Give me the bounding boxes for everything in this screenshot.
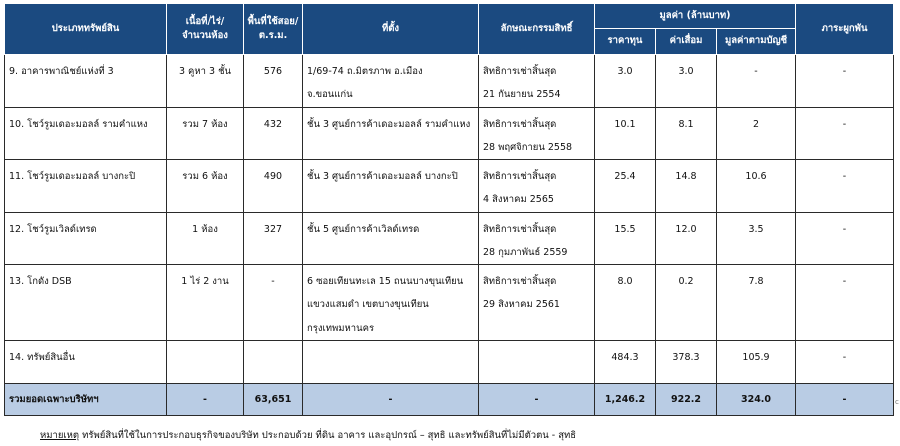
cell-depreciation: 8.1 — [656, 107, 717, 160]
cell-asset-type: 10. โชว์รูมเดอะมอลล์ รามคำแหง — [5, 107, 167, 160]
cell-ownership-line: สิทธิการเช่าสิ้นสุด — [483, 276, 557, 288]
header-value-group: มูลค่า (ล้านบาท) — [595, 4, 796, 29]
cell-encumbrance: - — [796, 340, 894, 383]
cell-ownership — [479, 107, 595, 160]
cell-cost: 15.5 — [595, 212, 656, 265]
cell-depreciation: 14.8 — [656, 160, 717, 213]
cell-book-value: 7.8 — [717, 265, 796, 341]
cell-area — [167, 340, 244, 383]
cell-asset-type: 14. ทรัพย์สินอื่น — [5, 340, 167, 383]
cell-cost: 3.0 — [595, 55, 656, 108]
cell-usable-area: 327 — [244, 212, 303, 265]
cell-ownership — [479, 212, 595, 265]
table-row — [5, 55, 894, 108]
cell-depreciation: 378.3 — [656, 340, 717, 383]
cell-encumbrance: - — [796, 212, 894, 265]
cell-ownership-line: สิทธิการเช่าสิ้นสุด — [483, 66, 557, 77]
cell-encumbrance: - — [796, 160, 894, 213]
cell-usable-area — [244, 340, 303, 383]
header-asset-type: ประเภททรัพย์สิน — [5, 4, 167, 55]
cell-location-line: กรุงเทพมหานคร — [307, 322, 375, 334]
cell-area: รวม 6 ห้อง — [167, 160, 244, 213]
total-usable-area: 63,651 — [244, 383, 303, 415]
cell-ownership-line: 28 กุมภาพันธ์ 2559 — [483, 246, 568, 258]
cell-asset-type: 11. โชว์รูมเดอะมอลล์ บางกะปิ — [5, 160, 167, 213]
cell-area: 3 คูหา 3 ชั้น — [167, 55, 244, 108]
cell-asset-type: 9. อาคารพาณิชย์แห่งที่ 3 — [5, 55, 167, 108]
cell-location — [303, 212, 479, 265]
cell-location — [303, 55, 479, 108]
header-usable-area — [244, 4, 303, 55]
cell-usable-area: 432 — [244, 107, 303, 160]
table-row — [5, 340, 894, 383]
cell-ownership — [479, 55, 595, 108]
cell-usable-area: - — [244, 265, 303, 341]
header-area-line-1: เนื้อที่/ไร่/ — [185, 15, 225, 27]
cell-ownership — [479, 265, 595, 341]
total-depreciation: 922.2 — [656, 383, 717, 415]
header-area-line-2: จำนวนห้อง — [182, 30, 228, 41]
cell-ownership — [479, 340, 595, 383]
cell-ownership-line: 21 กันยายน 2554 — [483, 89, 561, 101]
table-row — [5, 107, 894, 160]
cell-book-value: - — [717, 55, 796, 108]
total-area: - — [167, 383, 244, 415]
total-row — [5, 383, 894, 415]
cell-location-line: 6 ซอยเทียนทะเล 15 ถนนบางขุนเทียน — [307, 276, 464, 288]
header-usable-line-1: พื้นที่ใช้สอย/ — [247, 15, 299, 27]
table-row — [5, 212, 894, 265]
total-label: รวมยอดเฉพาะบริษัทฯ — [5, 383, 167, 415]
cell-ownership-line: สิทธิการเช่าสิ้นสุด — [483, 118, 557, 130]
cell-depreciation: 0.2 — [656, 265, 717, 341]
cell-location — [303, 107, 479, 160]
cell-cost: 25.4 — [595, 160, 656, 213]
header-area — [167, 4, 244, 55]
cell-location — [303, 265, 479, 341]
table-row — [5, 265, 894, 341]
header-usable-line-2: ต.ร.ม. — [258, 30, 288, 41]
total-encumbrance: - — [796, 383, 894, 415]
cell-book-value: 2 — [717, 107, 796, 160]
cell-book-value: 3.5 — [717, 212, 796, 265]
cell-area: 1 ไร่ 2 งาน — [167, 265, 244, 341]
total-book-value: 324.0 — [717, 383, 796, 415]
cell-ownership-line: 4 สิงหาคม 2565 — [483, 194, 554, 206]
cell-ownership-line: 28 พฤศจิกายน 2558 — [483, 141, 573, 153]
cell-cost: 8.0 — [595, 265, 656, 341]
cell-location-line: ชั้น 3 ศูนย์การค้าเดอะมอลล์ รามคำแหง — [307, 118, 471, 130]
cell-cost: 10.1 — [595, 107, 656, 160]
total-cost: 1,246.2 — [595, 383, 656, 415]
table-row — [5, 160, 894, 213]
cell-location-line: จ.ขอนแก่น — [307, 89, 353, 101]
cell-encumbrance: - — [796, 55, 894, 108]
cell-encumbrance: - — [796, 265, 894, 341]
cell-ownership-line: สิทธิการเช่าสิ้นสุด — [483, 223, 557, 235]
cell-book-value: 105.9 — [717, 340, 796, 383]
cell-area: 1 ห้อง — [167, 212, 244, 265]
cell-encumbrance: - — [796, 107, 894, 160]
cell-location — [303, 340, 479, 383]
assets-table — [4, 3, 894, 416]
cell-cost: 484.3 — [595, 340, 656, 383]
cell-ownership — [479, 160, 595, 213]
cell-area: รวม 7 ห้อง — [167, 107, 244, 160]
total-ownership: - — [479, 383, 595, 415]
cell-book-value: 10.6 — [717, 160, 796, 213]
footnote-label: หมายเหตุ — [40, 430, 80, 441]
header-depreciation: ค่าเสื่อม — [656, 29, 717, 55]
cell-depreciation: 12.0 — [656, 212, 717, 265]
cell-usable-area: 490 — [244, 160, 303, 213]
total-location: - — [303, 383, 479, 415]
assets-table-body — [5, 55, 894, 416]
cell-ownership-line: สิทธิการเช่าสิ้นสุด — [483, 171, 557, 183]
header-location: ที่ตั้ง — [303, 4, 479, 55]
header-book-value: มูลค่าตามบัญชี — [717, 29, 796, 55]
cell-usable-area: 576 — [244, 55, 303, 108]
footnote — [40, 428, 576, 443]
cell-location-line: ชั้น 5 ศูนย์การค้าเวิลด์เทรด — [307, 223, 420, 235]
header-ownership: ลักษณะกรรมสิทธิ์ — [479, 4, 595, 55]
cell-location-line: 1/69-74 ถ.มิตรภาพ อ.เมือง — [307, 66, 423, 77]
header-cost: ราคาทุน — [595, 29, 656, 55]
corner-mark: c — [895, 398, 899, 406]
cell-location-line: ชั้น 3 ศูนย์การค้าเดอะมอลล์ บางกะปิ — [307, 171, 458, 183]
footnote-text: ทรัพย์สินที่ใช้ในการประกอบธุรกิจของบริษัท ประกอบด้วย ที่ดิน อาคาร และอุปกรณ์ – สุทธิ และทรัพย์สินที่ไม่มีตัวตน - สุทธิ — [79, 430, 577, 441]
cell-depreciation: 3.0 — [656, 55, 717, 108]
cell-asset-type: 13. โกดัง DSB — [5, 265, 167, 341]
cell-ownership-line: 29 สิงหาคม 2561 — [483, 299, 560, 311]
cell-location-line: แขวงแสมดำ เขตบางขุนเทียน — [307, 299, 429, 311]
cell-asset-type: 12. โชว์รูมเวิลด์เทรด — [5, 212, 167, 265]
cell-location — [303, 160, 479, 213]
header-encumbrance: ภาระผูกพัน — [796, 4, 894, 55]
